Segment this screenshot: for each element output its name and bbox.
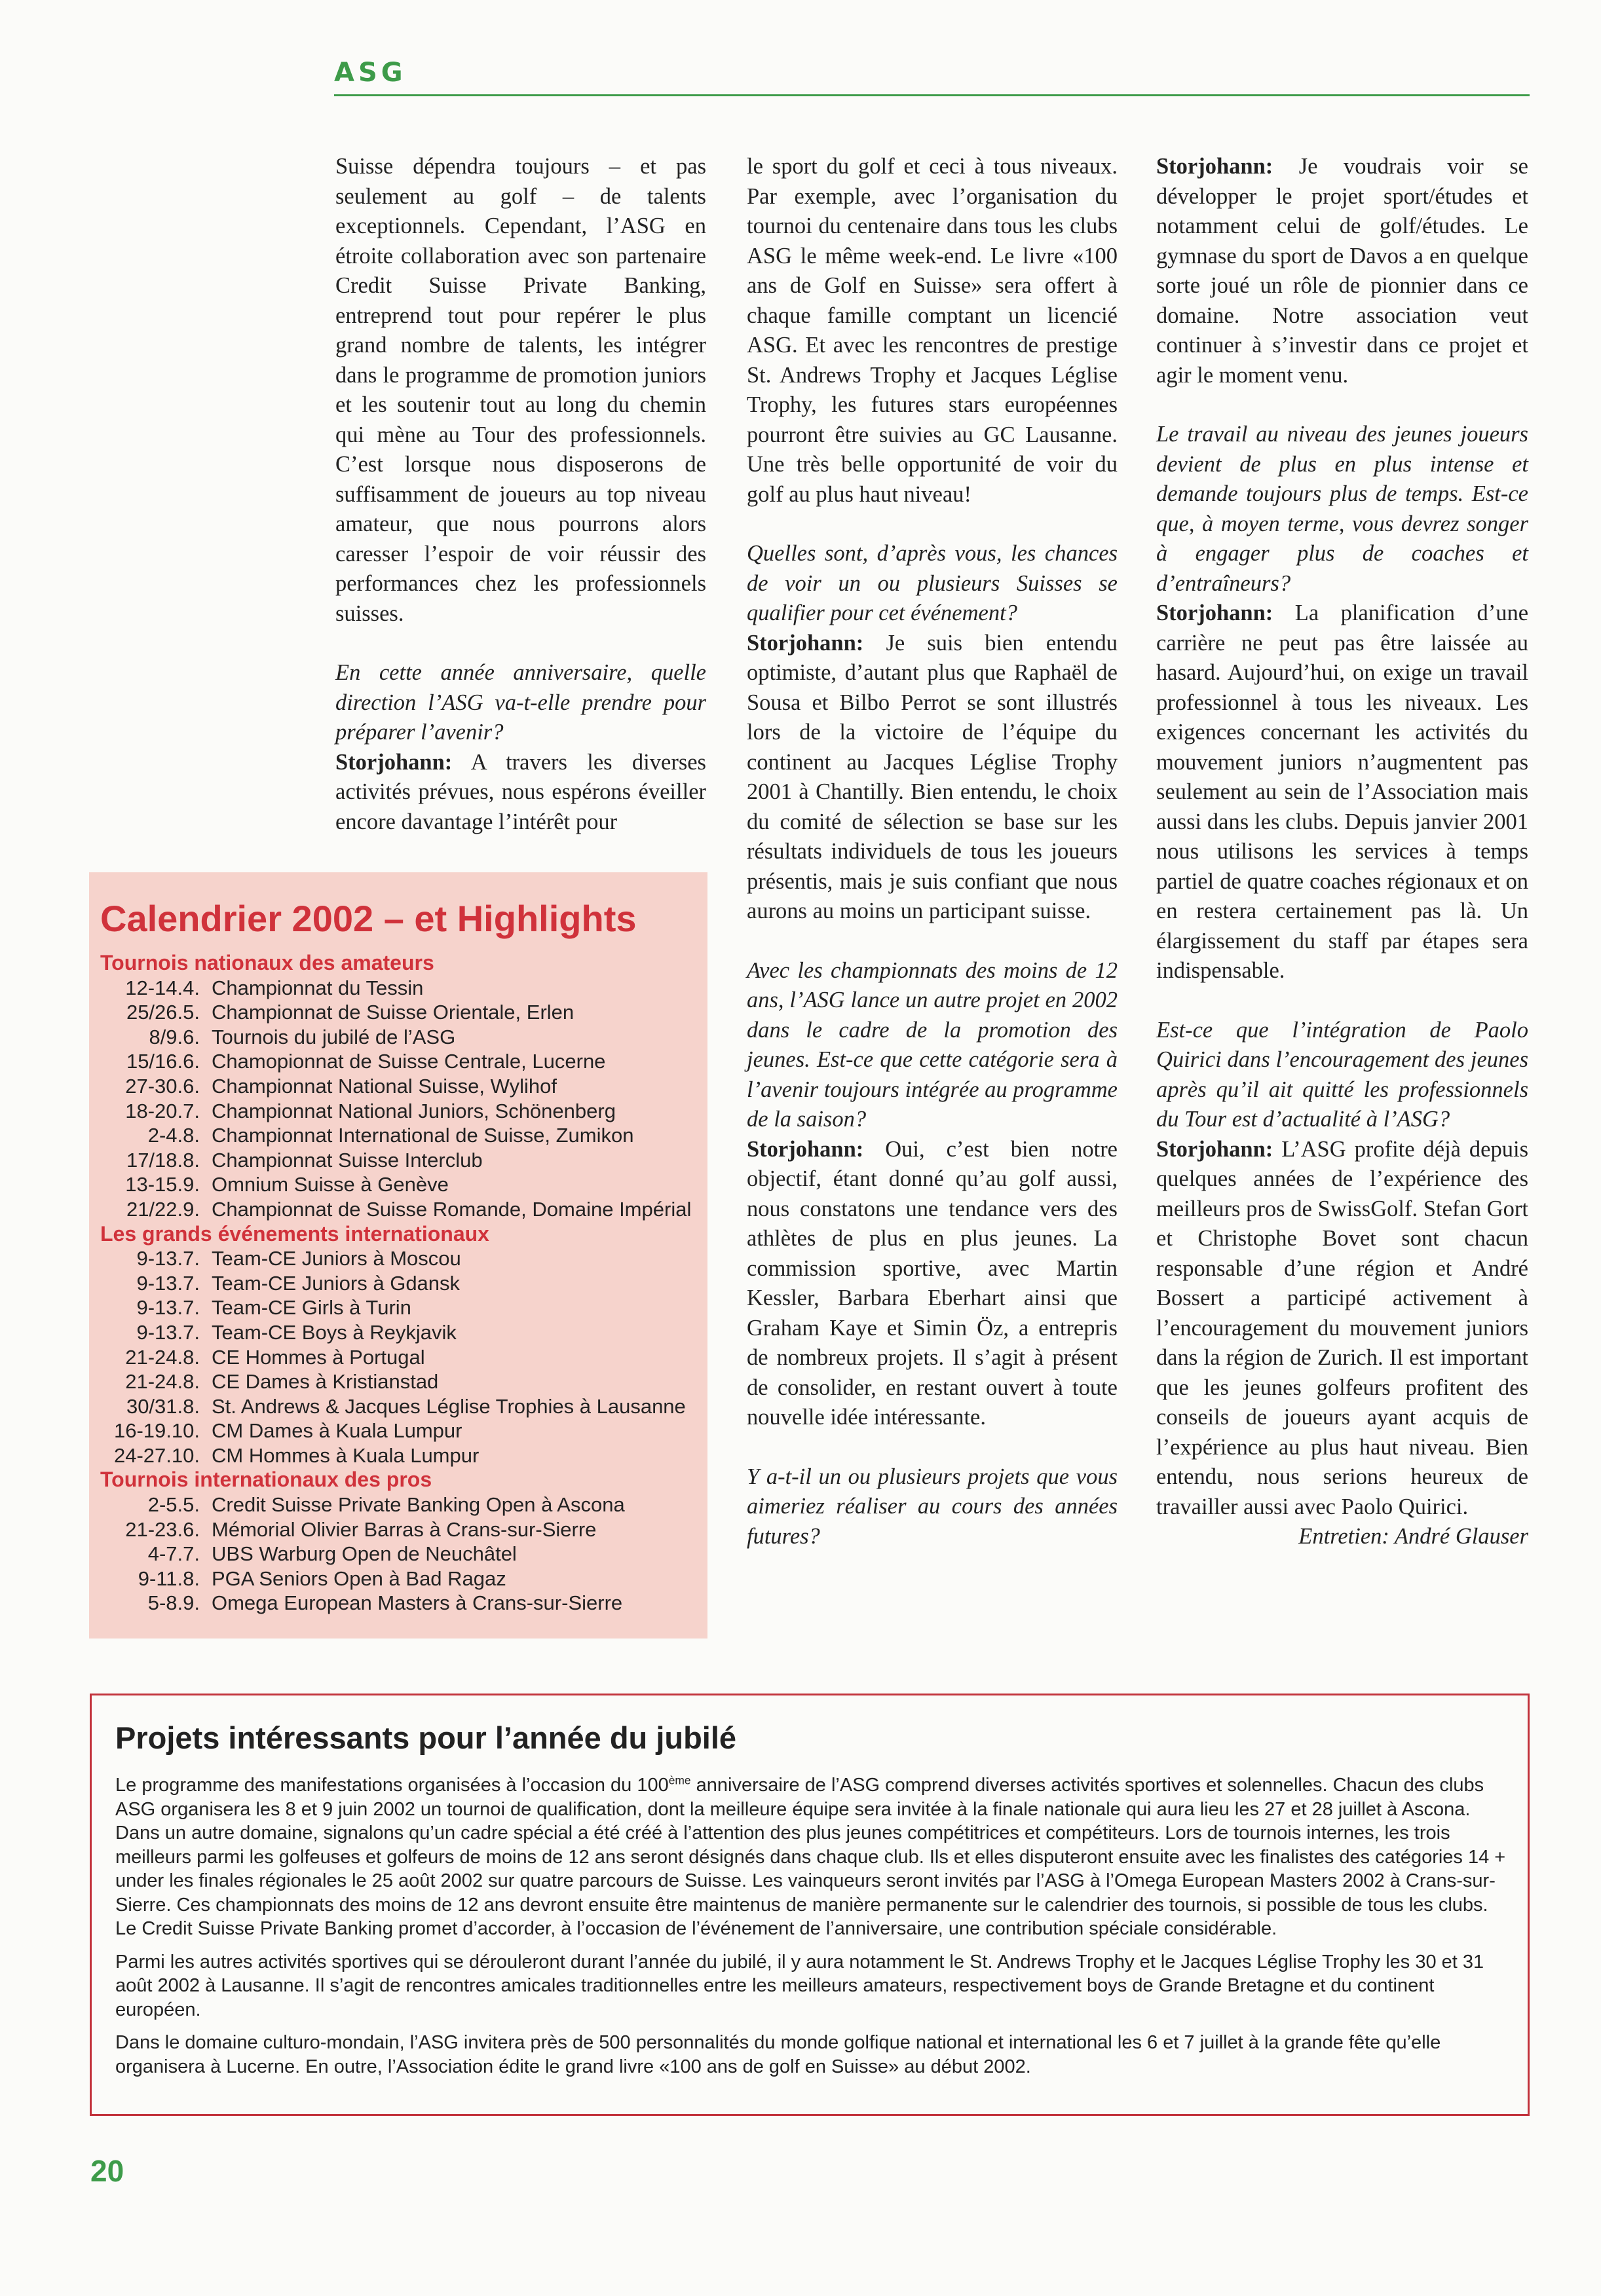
page-number: 20 — [90, 2154, 124, 2188]
calendar-date: 21-24.8. — [125, 1370, 200, 1394]
answer-text: Oui, c’est bien notre objectif, étant donné qu’au golf aussi, nous constatons une tendance vers des athlètes de plus en plus jeunes. La commission sportive, avec Martin Kessler, Barbara Eberhart ainsi que Graham Kaye et Simin Öz, a entrepris de nombreux projets. Il s’agit à présent de consolider, en restant ouvert à toute nouvelle idée intéressante. — [747, 1136, 1118, 1430]
answer-text: A travers les diverses activités prévues, nous espérons éveiller encore davantage l’intérêt pour — [335, 749, 706, 834]
calendar-row — [100, 1542, 703, 1566]
calendar-event: Mémorial Olivier Barras à Crans-sur-Sierre — [212, 1517, 597, 1541]
calendar-event: CE Hommes à Portugal — [212, 1345, 425, 1369]
calendar-date: 24-27.10. — [114, 1443, 200, 1467]
calendar-event: CM Hommes à Kuala Lumpur — [212, 1443, 480, 1467]
calendar-event: Championnat de Suisse Orientale, Erlen — [212, 1001, 574, 1024]
calendar-row — [100, 1320, 703, 1345]
calendar-event: Credit Suisse Private Banking Open à Ascona — [212, 1493, 625, 1517]
calendar-event: Team-CE Girls à Turin — [212, 1296, 411, 1320]
calendar-date: 5-8.9. — [147, 1591, 200, 1615]
projects-title: Projets intéressants pour l’année du jubilé — [115, 1720, 737, 1755]
calendar-row — [100, 1074, 703, 1099]
calendar-row — [100, 1000, 703, 1025]
answer — [335, 748, 706, 838]
answer — [1156, 599, 1528, 986]
question: Avec les championnats des moins de 12 ans, l’ASG lance un autre projet en 2002 dans le cadre de la promotion des jeunes. Est-ce que cette catégorie sera à l’avenir toujours intégrée au programme de la saison? — [747, 957, 1118, 1132]
projects-paragraph-2: Parmi les autres activités sportives qui se dérouleront durant l’année du jubilé, il y aura notamment le St. Andrews Trophy et le Jacques Léglise Trophy les 30 et 31 août 2002 à Lausanne. Il s’agit de rencontres amicales traditionnelles entre les meilleurs amateurs, respectivement boys de Grande Bretagne et du continent européen. — [115, 1951, 1484, 2020]
calendar-row — [100, 1295, 703, 1320]
calendar-event: Championnat National Suisse, Wylihof — [212, 1074, 557, 1098]
calendar-row — [100, 1492, 703, 1517]
superscript: ème — [668, 1773, 691, 1787]
calendar-event: Team-CE Boys à Reykjavik — [212, 1320, 457, 1344]
speaker-label: Storjohann: — [1156, 1136, 1273, 1162]
calendar-row — [100, 1418, 703, 1443]
calendar-date: 12-14.4. — [125, 976, 200, 999]
calendar-row — [100, 1566, 703, 1591]
projects-body — [115, 1773, 1512, 2088]
calendar-date: 17/18.8. — [126, 1148, 200, 1172]
speaker-label: Storjohann: — [335, 749, 453, 775]
calendar-row — [100, 1025, 703, 1050]
calendar-row — [100, 1148, 703, 1173]
calendar-date: 27-30.6. — [125, 1074, 200, 1098]
calendar-date: 2-5.5. — [147, 1493, 200, 1517]
calendar-date: 4-7.7. — [147, 1542, 200, 1566]
calendar-date: 21/22.9. — [126, 1197, 200, 1221]
calendar-event: Omnium Suisse à Genève — [212, 1173, 449, 1196]
speaker-label: Storjohann: — [747, 630, 864, 656]
calendar-section-heading: Les grands événements internationaux — [100, 1221, 489, 1246]
calendar-date: 15/16.6. — [126, 1050, 200, 1073]
answer — [747, 1135, 1118, 1433]
calendar-event: St. Andrews & Jacques Léglise Trophies à Lausanne — [212, 1394, 686, 1418]
article-column-3 — [1156, 152, 1528, 1552]
calendar-event: CM Dames à Kuala Lumpur — [212, 1419, 462, 1443]
calendar-date: 9-11.8. — [138, 1566, 200, 1590]
calendar-date: 9-13.7. — [136, 1296, 200, 1320]
calendar-section-heading: Tournois internationaux des pros — [100, 1468, 432, 1492]
projects-paragraph-1 — [115, 1773, 1512, 1941]
answer-text: Je voudrais voir se développer le projet sport/études et notamment celui de golf/études. Le gymnase du sport de Davos a en quelque sorte joué un rôle de pionnier dans ce domaine. Notre association veut continuer à s’investir dans ce projet et agir le moment venu. — [1156, 154, 1528, 388]
calendar-row — [100, 1123, 703, 1148]
answer — [1156, 152, 1528, 390]
calendar-title: Calendrier 2002 – et Highlights — [100, 898, 637, 939]
paragraph: Suisse dépendra toujours – et pas seulement au golf – de talents exceptionnels. Cependant, l’ASG en étroite collaboration avec son partenaire Credit Suisse Private Banking, entreprend tout pour repérer le plus grand nombre de talents, les intégrer dans le programme de promotion juniors et les soutenir tout au long du chemin qui mène au Tour des professionnels. C’est lorsque nous disposerons de suffisamment de joueurs au top niveau amateur, que nous pourrons alors caresser l’espoir de voir réussir des performances chez les professionnels suisses. — [335, 154, 706, 626]
calendar-event: CE Dames à Kristianstad — [212, 1370, 439, 1394]
calendar-row — [100, 1591, 703, 1616]
calendar-row — [100, 1517, 703, 1542]
calendar-date: 16-19.10. — [114, 1419, 200, 1443]
calendar-row — [100, 976, 703, 1001]
calendar-date: 21-23.6. — [125, 1517, 200, 1541]
brand-logo: ASG — [334, 58, 407, 88]
calendar-event: Team-CE Juniors à Moscou — [212, 1247, 461, 1270]
article-column-1 — [335, 152, 706, 866]
calendar-event: Team-CE Juniors à Gdansk — [212, 1271, 461, 1295]
question: Quelles sont, d’après vous, les chances de voir un ou plusieurs Suisses se qualifier pour cet événement? — [747, 541, 1118, 625]
calendar-event: Championnat International de Suisse, Zumikon — [212, 1124, 634, 1147]
calendar-event: Chamopionnat de Suisse Centrale, Lucerne — [212, 1050, 606, 1073]
calendar-row — [100, 1197, 703, 1222]
calendar-date: 30/31.8. — [126, 1394, 200, 1418]
question: Est-ce que l’intégration de Paolo Quirici dans l’encouragement des jeunes après qu’il ait quitté les professionnels du Tour est d’actualité à l’ASG? — [1156, 1017, 1528, 1132]
calendar-event: Omega European Masters à Crans-sur-Sierre — [212, 1591, 623, 1615]
answer — [747, 629, 1118, 927]
calendar-event: Tournois du jubilé de l’ASG — [212, 1025, 456, 1048]
calendar-row — [100, 1172, 703, 1197]
calendar-event: PGA Seniors Open à Bad Ragaz — [212, 1566, 506, 1590]
speaker-label: Storjohann: — [1156, 601, 1273, 625]
text: anniversaire de l’ASG comprend diverses activités sportives et solennelles. Chacun des clubs ASG organisera les 8 et 9 juin 2002 un tournoi de qualification, dont la meilleure équipe sera invitée à la finale nationale qui aura lieu les 27 et 28 juillet à Ascona. Dans un autre domaine, signalons qu’un cadre spécial a été créé à l’attention des plus jeunes compétitrices et compétiteurs. Lors de tournois internes, les trois meilleurs parmi les golfeuses et golfeurs de moins de 12 ans seront désignés dans chaque club. Ils et elles disputeront ensuite avec les finalistes des catégories 14 + under les finales régionales le 25 août 2002 sur quatre parcours de Suisse. Les vainqueurs seront invités par l’ASG à l’Omega European Masters 2002 à Crans-sur-Sierre. Ces championnats des moins de 12 ans devront ensuite être maintenus de manière permanente sur le calendrier des tournois, si possible de tous les clubs. Le Credit Suisse Private Banking promet d’accorder, à l’occasion de l’événement de l’anniversaire, une contribution spéciale considérable. — [115, 1775, 1506, 1939]
calendar-event: Championnat de Suisse Romande, Domaine Impérial — [212, 1197, 692, 1221]
calendar-event: Championnat National Juniors, Schönenberg — [212, 1099, 616, 1122]
answer-text: La planification d’une carrière ne peut pas être laissée au hasard. Aujourd’hui, on exige un travail professionnel à tous les niveaux. Les exigences concernant les activités du mouvement juniors n’augmentent pas seulement au sein de l’Association mais aussi dans les clubs. Depuis janvier 2001 nous utilisons les services à temps partiel de quatre coaches régionaux et on en restera certainement pas là. Un élargissement du staff par étapes sera indispensable. — [1156, 601, 1529, 983]
calendar-row — [100, 1271, 703, 1296]
text: Le programme des manifestations organisées à l’occasion du 100 — [115, 1775, 669, 1796]
calendar-section-heading: Tournois nationaux des amateurs — [100, 951, 434, 974]
question: Y a-t-il un ou plusieurs projets que vous aimeriez réaliser au cours des années futures? — [747, 1464, 1118, 1549]
calendar-event: Championnat Suisse Interclub — [212, 1148, 483, 1172]
calendar-row — [100, 1369, 703, 1394]
answer-text: Je suis bien entendu optimiste, d’autant plus que Raphaël de Sousa et Bilbo Perrot se sont illustrés lors de la victoire de l’équipe du continent au Jacques Léglise Trophy 2001 à Chantilly. Bien entendu, le choix du comité de sélection se base sur les résultats individuels de tous les joueurs présentis, mais je suis confiant que nous aurons au moins un participant suisse. — [747, 630, 1118, 923]
paragraph: le sport du golf et ceci à tous niveaux. Par exemple, avec l’organisation du tournoi du centenaire dans tous les clubs ASG le même week-end. Le livre «100 ans de Golf en Suisse» sera offert à chaque famille comptant un licencié ASG. Et avec les rencontres de prestige St. Andrews Trophy et Jacques Léglise Trophy, les futures stars européennes pourront être suivies au GC Lausanne. Une très belle opportunité de voir du golf au plus haut niveau! — [747, 154, 1118, 507]
header-rule — [334, 94, 1530, 96]
calendar-row — [100, 1246, 703, 1271]
calendar-row — [100, 1099, 703, 1124]
calendar-date: 9-13.7. — [136, 1271, 200, 1295]
projects-paragraph-3: Dans le domaine culturo-mondain, l’ASG invitera près de 500 personnalités du monde golfique national et international les 6 et 7 juillet à la grande fête qu’elle organisera à Lucerne. En outre, l’Association édite le grand livre «100 ans de golf en Suisse» au début 2002. — [115, 2032, 1441, 2077]
calendar-date: 18-20.7. — [125, 1099, 200, 1122]
calendar-list — [100, 951, 703, 1616]
article-column-2 — [747, 152, 1118, 1551]
calendar-date: 25/26.5. — [126, 1001, 200, 1024]
calendar-row — [100, 1443, 703, 1468]
interview-credit: Entretien: André Glauser — [1298, 1524, 1528, 1549]
calendar-row — [100, 1049, 703, 1074]
calendar-row — [100, 1394, 703, 1419]
calendar-date: 13-15.9. — [125, 1173, 200, 1196]
calendar-date: 8/9.6. — [149, 1025, 200, 1048]
calendar-date: 9-13.7. — [136, 1320, 200, 1344]
answer — [1156, 1135, 1528, 1523]
calendar-event: Championnat du Tessin — [212, 976, 424, 999]
question: En cette année anniversaire, quelle direction l’ASG va-t-elle prendre pour préparer l’avenir? — [335, 660, 706, 745]
calendar-date: 21-24.8. — [125, 1345, 200, 1369]
calendar-date: 2-4.8. — [147, 1124, 200, 1147]
calendar-row — [100, 1345, 703, 1370]
speaker-label: Storjohann: — [747, 1136, 864, 1162]
calendar-date: 9-13.7. — [136, 1247, 200, 1270]
answer-text: L’ASG profite déjà depuis quelques années de l’expérience des meilleurs pros de SwissGolf. Stefan Gort et Christophe Bovet sont chacun responsable d’une région et André Bossert a participé activement à l’encouragement du mouvement juniors dans la région de Zurich. Il est important que les jeunes golfeurs profitent des conseils de joueurs ayant acquis de l’expérience au plus haut niveau. Bien entendu, nous serions heureux de travailler aussi avec Paolo Quirici. — [1156, 1136, 1528, 1519]
question: Le travail au niveau des jeunes joueurs devient de plus en plus intense et demande toujours plus de temps. Est-ce que, à moyen terme, vous devrez songer à engager plus de coaches et d’entraîneurs? — [1156, 422, 1528, 596]
speaker-label: Storjohann: — [1156, 154, 1273, 179]
calendar-event: UBS Warburg Open de Neuchâtel — [212, 1542, 517, 1566]
